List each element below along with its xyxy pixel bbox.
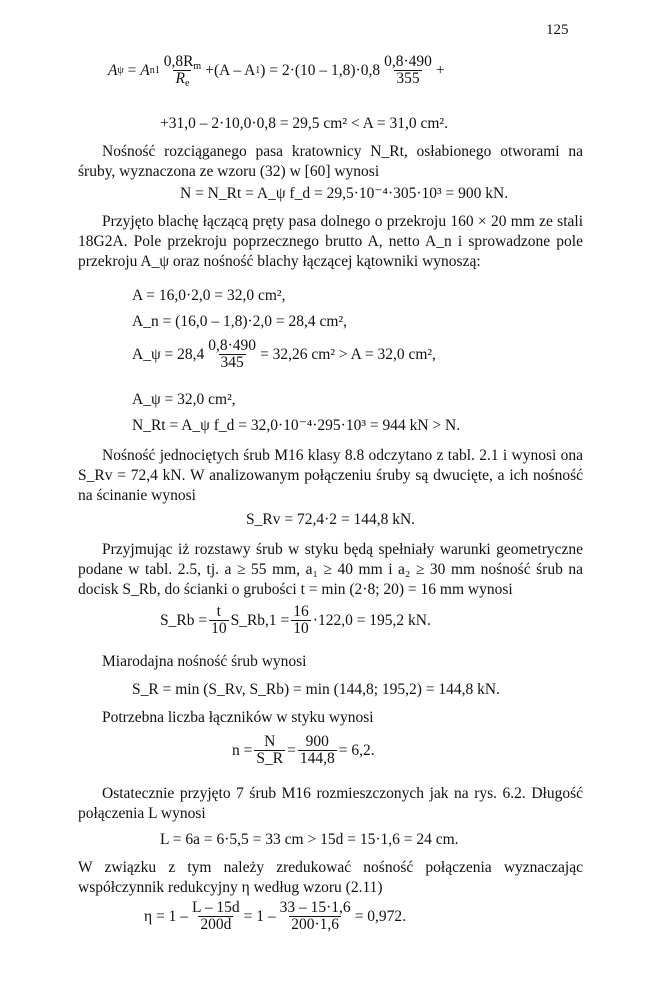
eq11-fraction-1	[254, 734, 285, 767]
paragraph-4: Przyjmując iż rozstawy śrub w styku będą spełniały warunki geometryczne podane w tabl. 2.5, tj. a ≥ 55 mm, a₁ ≥ 40 mm i a₂ ≥ 30 mm nośność śrub na docisk S_Rb, do ścianki o grubości t = min (2·8; 20) = 16 mm wynosi	[78, 541, 583, 598]
equation-11	[232, 734, 375, 767]
eq5-lhs: A_ψ = 28,4	[132, 345, 205, 363]
eq1-lhs: A	[108, 61, 118, 79]
eq9-f1-den: 10	[211, 620, 227, 637]
eq9-rhs: ·122,0 = 195,2 kN.	[312, 611, 431, 629]
eq13-rhs: = 0,972.	[354, 907, 407, 925]
eq11-lhs: n =	[232, 741, 253, 759]
eq1-mid2: ) = 2·(10 – 1,8)·0,8	[260, 61, 381, 79]
eq1-eq: =	[123, 61, 141, 79]
eq1-fraction-1	[162, 54, 204, 87]
eq13-f1-num: L – 15d	[191, 899, 240, 916]
page-number: 125	[546, 22, 569, 38]
eq9-f2-num: 16	[293, 603, 309, 620]
eq1-mid: +(A – A	[205, 61, 256, 79]
equation-5	[132, 338, 436, 371]
eq5-frac-num: 0,8·490	[208, 337, 257, 354]
eq1-frac1-den: R	[175, 70, 185, 87]
eq1-frac1-num-sub: m	[193, 61, 202, 72]
eq1-frac1-den-sub: e	[184, 78, 190, 89]
equation-1-line-2: +31,0 – 2·10,0·0,8 = 29,5 cm² < A = 31,0 cm².	[160, 115, 448, 132]
eq13-f1-den: 200d	[200, 916, 232, 933]
eq13-f2-den: 200·1,6	[291, 916, 340, 933]
paragraph-1: Nośność rozciąganego pasa kratownicy N_Rt, osłabionego otworami na śruby, wyznaczona ze wzoru (32) w [60] wynosi	[78, 143, 583, 180]
eq13-mid: = 1 –	[243, 907, 276, 925]
paragraph-2: Przyjęto blachę łączącą pręty pasa dolnego o przekroju 160 × 20 mm ze stali 18G2A. Pole przekroju poprzecznego brutto A, netto A_n i sprowadzone pole przekroju A_ψ oraz nośność blachy łączącej kątowniki wynoszą:	[78, 213, 583, 270]
eq9-mid: S_Rb,1 =	[230, 611, 290, 629]
equation-8: S_Rv = 72,4·2 = 144,8 kN.	[246, 511, 416, 528]
eq9-f1-num: t	[216, 603, 221, 620]
eq13-lhs: η = 1 –	[144, 907, 188, 925]
eq9-lhs: S_Rb =	[160, 611, 208, 629]
eq11-f2-den: 144,8	[299, 750, 335, 767]
equation-6: A_ψ = 32,0 cm²,	[132, 391, 236, 408]
paragraph-8: W związku z tym należy zredukować nośność połączenia wyznaczając współczynnik redukcyjny η według wzoru (2.11)	[78, 859, 583, 896]
eq11-fraction-2	[298, 734, 337, 767]
equation-4: A_n = (16,0 – 1,8)·2,0 = 28,4 cm²,	[132, 313, 347, 330]
eq11-f1-den: S_R	[256, 750, 284, 767]
eq13-f2-num: 33 – 15·1,6	[279, 899, 351, 916]
eq11-eq: =	[287, 741, 296, 759]
eq1-frac2-den: 355	[396, 70, 420, 87]
paragraph-7: Ostatecznie przyjęto 7 śrub M16 rozmieszczonych jak na rys. 6.2. Długość połączenia L wynosi	[78, 785, 583, 822]
equation-7: N_Rt = A_ψ f_d = 32,0·10⁻⁴·295·10³ = 944 kN > N.	[132, 417, 461, 434]
eq1-frac2-num: 0,8·490	[384, 53, 432, 70]
eq5-fraction	[206, 338, 258, 371]
eq13-fraction-2	[278, 900, 353, 933]
eq11-f1-num: N	[264, 733, 276, 750]
eq5-rhs: = 32,26 cm² > A = 32,0 cm²,	[260, 345, 436, 363]
eq9-fraction-1	[209, 604, 229, 637]
equation-13	[144, 900, 406, 933]
eq11-f2-num: 900	[305, 733, 329, 750]
paragraph-6: Potrzebna liczba łączników w styku wynosi	[102, 709, 374, 726]
eq5-frac-den: 345	[220, 354, 244, 371]
eq1-tail: +	[435, 61, 445, 79]
equation-1: A ψ = A n1 $\frac{0,8R_m}{R_e}$ +(A – A 1 ) = 2·(10 – 1,8)·0,8 $\frac{0,8\cdot 490}{355}$ +	[108, 53, 445, 89]
eq1-fraction-2	[382, 54, 434, 87]
equation-9	[160, 604, 431, 637]
equation-12: L = 6a = 6·5,5 = 33 cm > 15d = 15·1,6 = 24 cm.	[160, 831, 459, 848]
eq9-f2-den: 10	[293, 620, 309, 637]
eq9-fraction-2	[291, 604, 311, 637]
eq11-rhs: = 6,2.	[338, 741, 375, 759]
eq1-rhs-a: A	[140, 61, 150, 79]
eq13-fraction-1	[190, 900, 242, 933]
equation-2: N = N_Rt = A_ψ f_d = 29,5·10⁻⁴·305·10³ = 900 kN.	[180, 185, 509, 202]
paragraph-3: Nośność jednociętych śrub M16 klasy 8.8 odczytano z tabl. 2.1 i wynosi ona S_Rv = 72,4 kN. W analizowanym połączeniu śruby są dwucięte, a ich nośność na ścinanie wynosi	[78, 447, 583, 504]
equation-3: A = 16,0·2,0 = 32,0 cm²,	[132, 287, 286, 304]
eq1-frac1-num: 0,8R	[163, 53, 194, 70]
paragraph-5: Miarodajna nośność śrub wynosi	[102, 653, 307, 670]
equation-10: S_R = min (S_Rv, S_Rb) = min (144,8; 195,2) = 144,8 kN.	[132, 681, 500, 698]
